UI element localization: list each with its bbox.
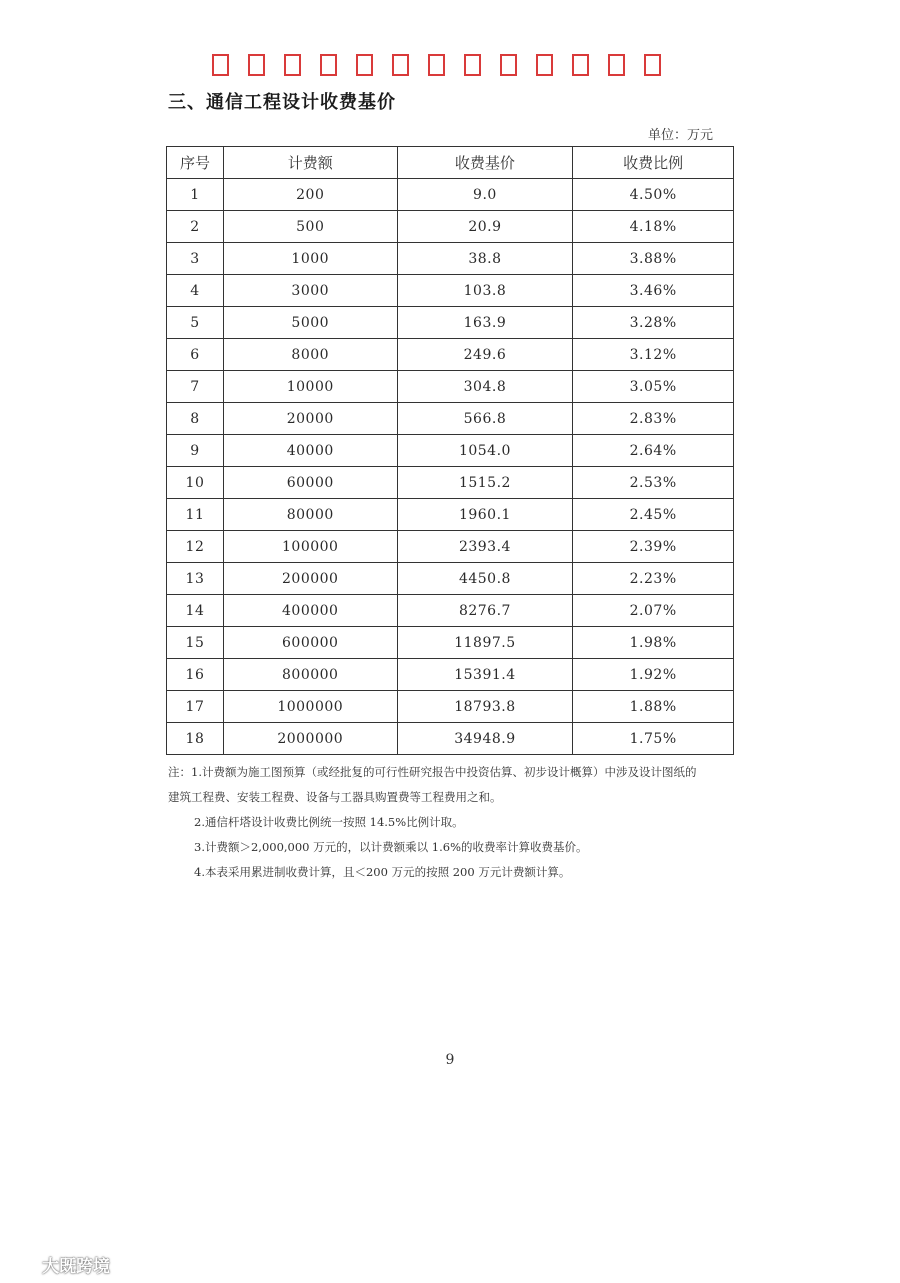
cell-base-price: 9.0 [397,179,573,211]
table-row [167,691,734,723]
stamp-box [464,54,481,76]
cell-fee-base: 1000000 [223,691,397,723]
cell-index: 17 [167,691,224,723]
cell-index: 14 [167,595,224,627]
section-title: 三、通信工程设计收费基价 [168,92,396,113]
stamp-boxes-row [212,54,661,76]
stamp-box [212,54,229,76]
fee-table [166,146,734,755]
watermark-text: 大既跨境 [42,1257,110,1277]
cell-fee-base: 600000 [223,627,397,659]
cell-fee-rate: 4.50% [573,179,734,211]
cell-fee-rate: 1.75% [573,723,734,755]
cell-fee-base: 200000 [223,563,397,595]
cell-index: 15 [167,627,224,659]
cell-index: 5 [167,307,224,339]
unit-label: 单位：万元 [648,128,714,143]
cell-fee-base: 5000 [223,307,397,339]
cell-index: 7 [167,371,224,403]
cell-index: 9 [167,435,224,467]
cell-index: 3 [167,243,224,275]
cell-base-price: 8276.7 [397,595,573,627]
stamp-box [500,54,517,76]
cell-base-price: 38.8 [397,243,573,275]
note-1-line-1: 注：1.计费额为施工图预算（或经批复的可行性研究报告中投资估算、初步设计概算）中涉及设计图纸的 [168,765,697,779]
header-base-price: 收费基价 [397,147,573,179]
table-row [167,531,734,563]
cell-fee-base: 200 [223,179,397,211]
table-row [167,211,734,243]
cell-fee-rate: 3.05% [573,371,734,403]
cell-index: 18 [167,723,224,755]
cell-index: 13 [167,563,224,595]
table-row [167,659,734,691]
cell-fee-rate: 2.07% [573,595,734,627]
cell-fee-base: 800000 [223,659,397,691]
stamp-box [284,54,301,76]
table-row [167,275,734,307]
stamp-box [608,54,625,76]
cell-fee-rate: 2.23% [573,563,734,595]
table-row [167,563,734,595]
table-row [167,435,734,467]
cell-index: 11 [167,499,224,531]
watermark [6,1252,110,1277]
cell-index: 12 [167,531,224,563]
cell-fee-rate: 3.88% [573,243,734,275]
cell-index: 8 [167,403,224,435]
cell-index: 10 [167,467,224,499]
table-row [167,627,734,659]
table-row [167,307,734,339]
cell-index: 2 [167,211,224,243]
cell-base-price: 18793.8 [397,691,573,723]
cell-base-price: 34948.9 [397,723,573,755]
cell-fee-rate: 3.46% [573,275,734,307]
cell-fee-base: 500 [223,211,397,243]
cell-fee-base: 60000 [223,467,397,499]
cell-fee-base: 80000 [223,499,397,531]
page-number: 9 [445,1052,455,1068]
cell-fee-rate: 2.53% [573,467,734,499]
cell-base-price: 4450.8 [397,563,573,595]
cell-base-price: 103.8 [397,275,573,307]
cell-base-price: 11897.5 [397,627,573,659]
stamp-box [356,54,373,76]
cell-fee-base: 1000 [223,243,397,275]
cell-fee-rate: 1.88% [573,691,734,723]
table-header-row [167,147,734,179]
cell-fee-rate: 3.28% [573,307,734,339]
cell-fee-base: 3000 [223,275,397,307]
cell-index: 16 [167,659,224,691]
cell-fee-base: 40000 [223,435,397,467]
cell-fee-rate: 4.18% [573,211,734,243]
cell-fee-rate: 1.98% [573,627,734,659]
header-fee-base: 计费额 [223,147,397,179]
cell-fee-base: 20000 [223,403,397,435]
cell-base-price: 2393.4 [397,531,573,563]
cell-fee-rate: 3.12% [573,339,734,371]
cell-index: 4 [167,275,224,307]
notes [168,760,738,885]
stamp-box [536,54,553,76]
cell-base-price: 163.9 [397,307,573,339]
cell-fee-rate: 2.45% [573,499,734,531]
cell-fee-base: 100000 [223,531,397,563]
stamp-box [644,54,661,76]
cell-fee-base: 10000 [223,371,397,403]
cell-fee-rate: 2.64% [573,435,734,467]
cell-index: 6 [167,339,224,371]
stamp-box [248,54,265,76]
cell-base-price: 15391.4 [397,659,573,691]
table-row [167,371,734,403]
cell-base-price: 1960.1 [397,499,573,531]
cell-fee-base: 8000 [223,339,397,371]
table-row [167,403,734,435]
header-fee-rate: 收费比例 [573,147,734,179]
note-4: 4.本表采用累进制收费计算，且＜200 万元的按照 200 万元计费额计算。 [194,865,571,879]
cell-base-price: 566.8 [397,403,573,435]
cell-index: 1 [167,179,224,211]
note-3: 3.计费额＞2,000,000 万元的，以计费额乘以 1.6%的收费率计算收费基价。 [194,840,588,854]
cell-base-price: 304.8 [397,371,573,403]
note-1-line-2: 建筑工程费、安装工程费、设备与工器具购置费等工程费用之和。 [168,790,502,804]
stamp-box [428,54,445,76]
table-row [167,179,734,211]
cell-base-price: 1515.2 [397,467,573,499]
stamp-box [572,54,589,76]
stamp-box [392,54,409,76]
cell-base-price: 20.9 [397,211,573,243]
cell-fee-base: 2000000 [223,723,397,755]
cell-fee-rate: 1.92% [573,659,734,691]
header-index: 序号 [167,147,224,179]
table-row [167,467,734,499]
stamp-box [320,54,337,76]
table-row [167,243,734,275]
table-row [167,339,734,371]
table-row [167,595,734,627]
cell-base-price: 249.6 [397,339,573,371]
cell-fee-base: 400000 [223,595,397,627]
table-row [167,723,734,755]
cell-base-price: 1054.0 [397,435,573,467]
table-row [167,499,734,531]
cell-fee-rate: 2.39% [573,531,734,563]
watermark-logo-icon [6,1255,38,1275]
cell-fee-rate: 2.83% [573,403,734,435]
note-2: 2.通信杆塔设计收费比例统一按照 14.5%比例计取。 [194,815,464,829]
